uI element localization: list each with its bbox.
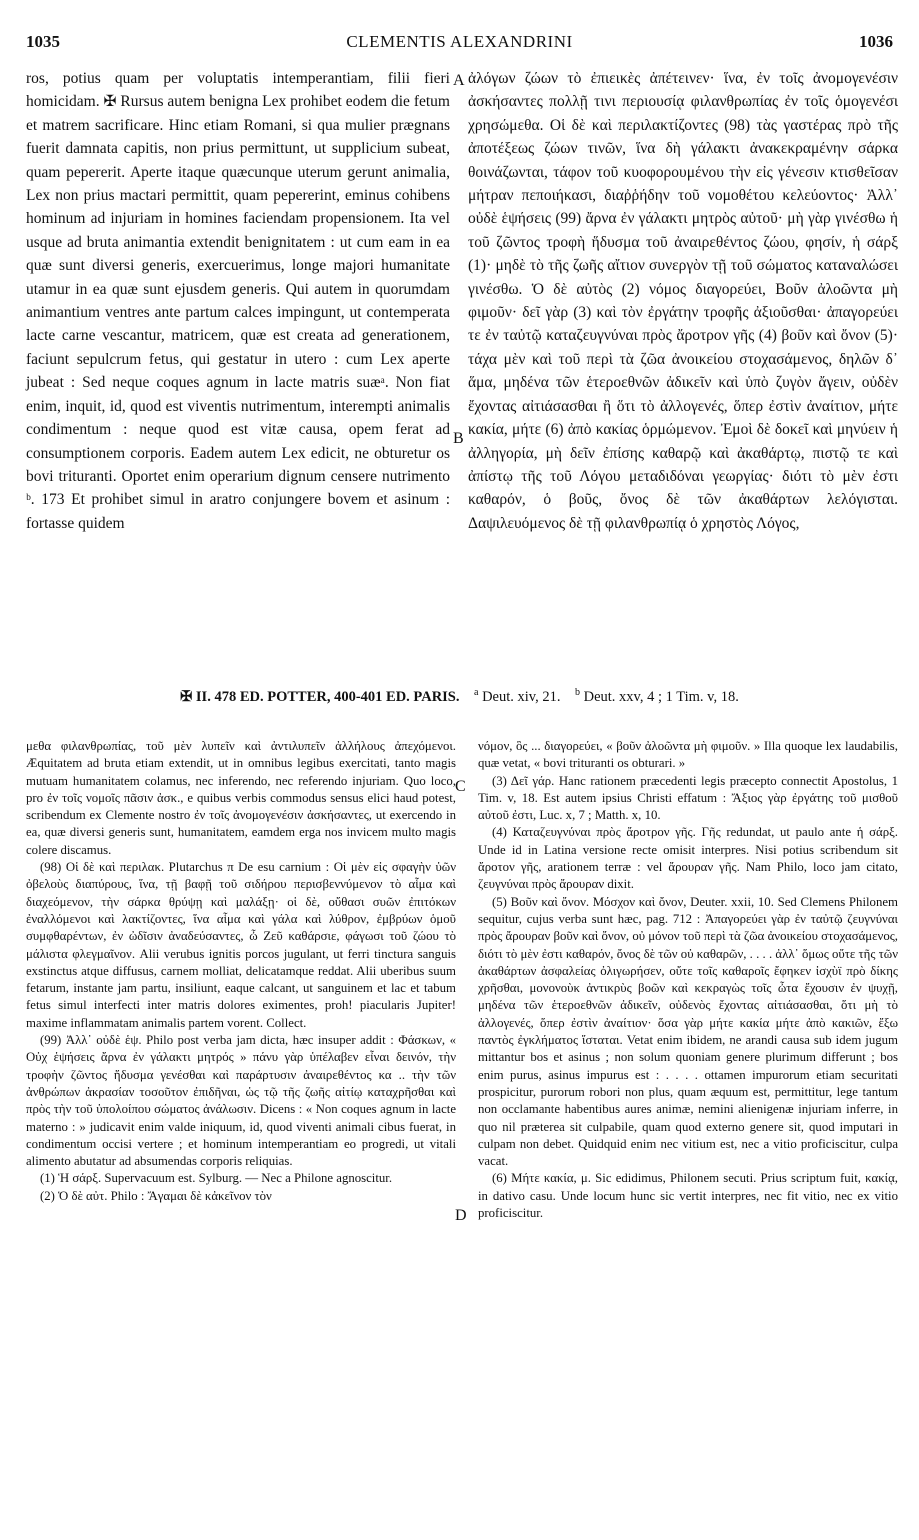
latin-paragraph: ros, potius quam per voluptatis intemperantiam, filii fieri homicidam. ✠ Rursus autem benigna Lex prohibet eodem die fetum et matrem sacrificare. Hinc etiam Romani, si qua mulier prægnans fuerit damnata capitis, non prius permittunt, ut supplicium subeat, quam pepererit. Aperte itaque quæcunque uterum gerunt animalia, Lex non prius mactari permittit, quam pepererint, eminus cohibens hominum ad injuriam in homines faciendam propensionem. Ita vel usque ad bruta animantia extendit benignitatem : ut cum eam in ea quæ sunt diversi generis, exercuerimus, longe majori humanitate utamur in ea quæ sunt ejusdem generis. Qui autem in quorumdam animantium ventres ante partum calces impingunt, ut contemperata lacte carne vescantur, matricem, quæ est creata ad generationem, faciunt sepulcrum fetus, qui gestatur in utero : cum Lex aperte jubeat : Sed neque coques agnum in lacte matris suæᵃ. Non fiat enim, inquit, id, quod est viventis nutrimentum, interempti animalis condimentum : neque quod est vitæ causa, opem ferat ad consumptionem corporis. Eadem autem Lex edicit, ne obturetur os bovi trituranti. Oportet enim operarium dignum censere nutrimento ᵇ. 173 Et prohibet simul in aratro conjungere bovem et asinum : fortasse quidem [26, 70, 450, 532]
notes-left-column [26, 738, 456, 1518]
note-paragraph: (6) Μήτε κακία, μ. Sic edidimus, Philonem secuti. Prius scriptum fuit, κακίᾳ, in dativo casu. Unde locum hunc sic vertit interpres, nec fit vitio, nec ex vitio proficiscitur. [478, 1171, 898, 1221]
margin-marker-a: A [453, 72, 465, 89]
page-number-left: 1035 [26, 32, 60, 51]
latin-text-column [26, 67, 450, 687]
notes-right-column [478, 738, 898, 1518]
note-paragraph: νόμον, ὃς ... διαγορεύει, « βοῦν ἀλοῶντα μὴ φιμοῦν. » Illa quoque lex laudabilis, quæ vetat, « bovi trituranti os obturari. » [478, 739, 898, 771]
note-a: Deut. xiv, 21. [482, 688, 561, 705]
note-b-label: b [574, 687, 580, 698]
running-title: CLEMENTIS ALEXANDRINI [346, 32, 573, 51]
margin-marker-b: B [453, 430, 464, 447]
note-paragraph: (99) Ἀλλ᾽ οὐδὲ ἑψ. Philo post verba jam dicta, hæc insuper addit : Φάσκων, « Οὐχ ἑψήσεις ἄρνα ἐν γάλακτι μητρός » πάνυ γὰρ ὑπέλαβεν εἶναι δεινόν, τὴν τροφὴν ζῶντος ἥδυσμα γενέσθαι καὶ παράρτυσιν ἀναιρεθέντος κα .. τὴν τῶν ἀνθρώπων ἀκρασίαν τοσοῦτον ἐπιδῆναι, ὡς τῷ τῆς ζωῆς αἰτίῳ καταχρῆσθαι καὶ πρὸς τὴν τοῦ ὑπολοίπου σώματος ἀνάλωσιν. Dicens : « Non coques agnum in lacte materno : » judicavit enim valde iniquum, id, quod viventi animali cibus fuerat, in condimentum occisi vertere ; et hominum intemperantiam eo progredi, ut vitali alimento abutatur ad absumendas corporis reliquias. [26, 1033, 456, 1169]
note-paragraph: μεθα φιλανθρωπίας, τοῦ μὲν λυπεῖν καὶ ἀντιλυπεῖν ἀλλήλους ἀπεχόμενοι. Æquitatem ad bruta etiam extendit, ut in omnibus legibus exercitati, tanto magis mutuam humanitatem colamus, nec inferendo, nec referendo injuriam. Quo loco, pro ἐν τοῖς νομοῖς πᾶσιν ἀσκ., e quibus verbis commodus sensus elici haud potest, scribendum ex Clemente nostro ἐν τοῖς ἀνομογενέσιν ἀσκήσαντες, ut exercendo in ea, quæ diversi generis sunt, humanitatem, eamdem erga nos invicem multo magis colere discamus. [26, 739, 456, 857]
note-paragraph: (5) Βοῦν καὶ ὄνον. Μόσχον καὶ ὄνον, Deuter. xxii, 10. Sed Clemens Philonem sequitur, cujus verba sunt hæc, pag. 712 : Ἀπαγορεύει γὰρ ἐν ταὐτῷ ζευγνύναι πρὸς ἄρουραν βοῦν καὶ ὄνον, οὐ μόνον τοῦ περὶ τὰ ζῶα ἀνοικείου στοχασάμενος, διότι τὸ μὲν ἐστι καθαρόν, ὄνος δὲ τῶν οὐ καθαρῶν, . . . . ἀλλ᾽ ὅμως οὔτε τῆς τῶν ἀκαθάρτων ἀσφαλείας ὀλιγωρήσεν, οὔτε τοῖς καθαροῖς ἔφηκεν ἰσχὺϊ πρὸ δίκης χρῆσθαι, μονονοὺκ ἀντικρὺς βοῶν καὶ κεκραγὼς τοῖς ὦτα ἔχουσιν ἐν ψυχῇ, μηδένα τῶν ἑτεροεθνῶν ἀδικεῖν, οὐδενὸς ἔχοντας αἰτιάσασθαι, ὅτι μὴ τὸ ἀλλογενές, ὅπερ ἐστὶν ἀναίτιον· ὅσα γὰρ μήτε κακία μήτε ἀπὸ κακιῶν, ἔξω παντὸς ἐγκλήματος ἵσταται. Vetat enim ibidem, ne arandi causa sub idem jugum mittantur bos et asinus ; non solum quoniam genere plurimum differunt ; bos enim purus, asinus impurus est : . . . . ottamen impurorum etiam securitati prospicitur, purorum robori non plus, quam æquum est, permittitur, lege tantum non occlamante habentibus aures animæ, nemini alienigenæ injuriam inferre, in quo nil præterea sit culpabile, quam quod externo genere sit, quod imputari in culpam non debet. Quidquid enim nec vitium est, nec a vitio proficiscitur, culpa vacat. [478, 894, 898, 1169]
margin-marker-d: D [455, 1207, 467, 1224]
greek-text-column [468, 67, 898, 687]
greek-paragraph: ἀλόγων ζώων τὸ ἐπιεικὲς ἀπέτεινεν· ἵνα, ἐν τοῖς ἀνομογενέσιν ἀσκήσαντες πολλῇ τινι περιουσίᾳ φιλανθρωπίας ἐν τοῖς ὁμογενέσι χρησώμεθα. Οἱ δὲ καὶ περιλακτίζοντες (98) τὰς γαστέρας πρὸ τῆς ἀποτέξεως ζώων τινῶν, ἵνα δὴ γάλακτι ἀνακεκραμένην σάρκα θοινάζωνται, τάφον τοῦ κυοφορουμένου τὴν εἰς γένεσιν κτισθεῖσαν μήτραν πεποιήκασι, διαῤῥήδην τοῦ νομοθέτου κελεύοντος· Ἀλλ᾽ οὐδὲ ἑψήσεις (99) ἄρνα ἐν γάλακτι μητρὸς αὐτοῦ· μὴ γὰρ γινέσθω ἡ τοῦ ζῶντος τροφὴ ἥδυσμα τοῦ ἀναιρεθέντος ζώου, φησίν, ἡ σάρξ (1)· μηδὲ τὸ τῆς ζωῆς αἴτιον συνεργὸν τῇ τοῦ σώματος καταναλώσει γινέσθω. Ὁ δὲ αὐτὸς (2) νόμος διαγορεύει, Βοῦν ἀλοῶντα μὴ φιμοῦν· δεῖ γὰρ (3) καὶ τὸν ἐργάτην τροφῆς ἀξιοῦσθαι· ἀπαγορεύει τε ἐν ταὐτῷ καταζευγνύναι πρὸς ἄροτρον γῆς (4) βοῦν καὶ ὄνον (5)· τάχα μὲν καὶ τοῦ περὶ τὰ ζῶα ἀνοικείου στοχασάμενος, δηλῶν δ᾽ ἅμα, μηδένα τῶν ἑτεροεθνῶν ἀδικεῖν καὶ ὑπὸ ζυγὸν ἄγειν, οὐδὲν ἔχοντας αἰτιάσασθαι ἢ ὅτι τὸ ἀλλογενές, ὅπερ ἐστὶν ἀναίτιον, μήτε κακία, μήτε (6) ἀπὸ κακίας ὁρμώμενον. Ἐμοὶ δὲ δοκεῖ καὶ μηνύειν ἡ ἀλληγορία, μὴ δεῖν ἐπίσης καθαρῷ καὶ ἀκαθάρτῳ, πιστῷ τε καὶ ἀπίστῳ τῆς τοῦ Λόγου μεταδιδόναι γεωργίας· διότι τὸ μὲν ἐστι καθαρόν, ὁ βοῦς, ὄνος δὲ τῶν ἀκαθάρτων λελόγισται. Δαψιλευόμενος δὲ τῇ φιλανθρωπίᾳ ὁ χρηστὸς Λόγος, [468, 70, 898, 532]
running-header [26, 32, 893, 56]
page-number-right: 1036 [859, 32, 893, 51]
potter-reference: ✠ II. 478 ED. POTTER, 400-401 ED. PARIS. [180, 688, 460, 705]
note-a-label: a [474, 687, 479, 698]
note-paragraph: (98) Οἱ δὲ καὶ περιλακ. Plutarchus π De esu carnium : Οἱ μὲν εἰς σφαγὴν ὑῶν ὀβελοὺς διαπύρους, ἵνα, τῇ βαφῇ τοῦ σιδήρου περισβεννύμενον τὸ αἷμα καὶ διαχεόμενον, τὴν σάρκα θρύψῃ καὶ μαλάξῃ· οἱ δὲ, οὔθασι συῶν ἐπιτόκων ἐναλλόμενοι καὶ λακτίζοντες, ἵνα αἷμα καὶ γάλα καὶ λύθρον, ἐμβρύων ὁμοῦ συμφθαρέντων, ἐν ὠδῖσιν ἀναδεύσαντες, ὦ Ζεῦ καθάρσιε, φάγωσι τοῦ ζώου τὸ μάλιστα φλεγμαῖνον. Alii verubus ignitis porcos jugulant, ut ferri tinctura sanguis exstinctus atque diffusus, carnem molliat, delicatamque reddat. Alii uberibus suum fetarum, instante jam partu, insiliunt, eaque calcant, ut sanguinem et lac et tabum fetus simul interfecti inter matris dolores eximentes, proh! piacularis Jupiter! maxime inflammatam animalis partem vorent. Collect. [26, 860, 456, 1030]
note-paragraph: (3) Δεῖ γάρ. Hanc rationem præcedenti legis præcepto connectit Apostolus, 1 Tim. v, 18. Est autem ipsius Christi effatum : Ἄξιος γὰρ ἐργάτης τοῦ μισθοῦ αὐτοῦ ἐστι, Luc. x, 7 ; Matth. x, 10. [478, 773, 898, 823]
note-paragraph: (2) Ὁ δὲ αὐτ. Philo : Ἄγαμαι δὲ κἀκεῖνον τὸν [40, 1188, 272, 1203]
note-paragraph: (1) Ἡ σάρξ. Supervacuum est. Sylburg. — Nec a Philone agnoscitur. [40, 1171, 393, 1186]
note-paragraph: (4) Καταζευγνύναι πρὸς ἄροτρον γῆς. Γῆς redundat, ut paulo ante ἡ σάρξ. Unde id in Latina versione recte omisit interpres. Nisi potius scribendum sit ἄροτον γῆς, arationem terræ : vel ἄρουραν γῆς. Nam Philo, loco jam citato, ζευγνύναι πρὸς ἄρουραν dixit. [478, 825, 898, 892]
note-b: Deut. xxv, 4 ; 1 Tim. v, 18. [583, 688, 739, 705]
footnote-line [26, 687, 893, 715]
margin-marker-c: C [455, 778, 466, 795]
